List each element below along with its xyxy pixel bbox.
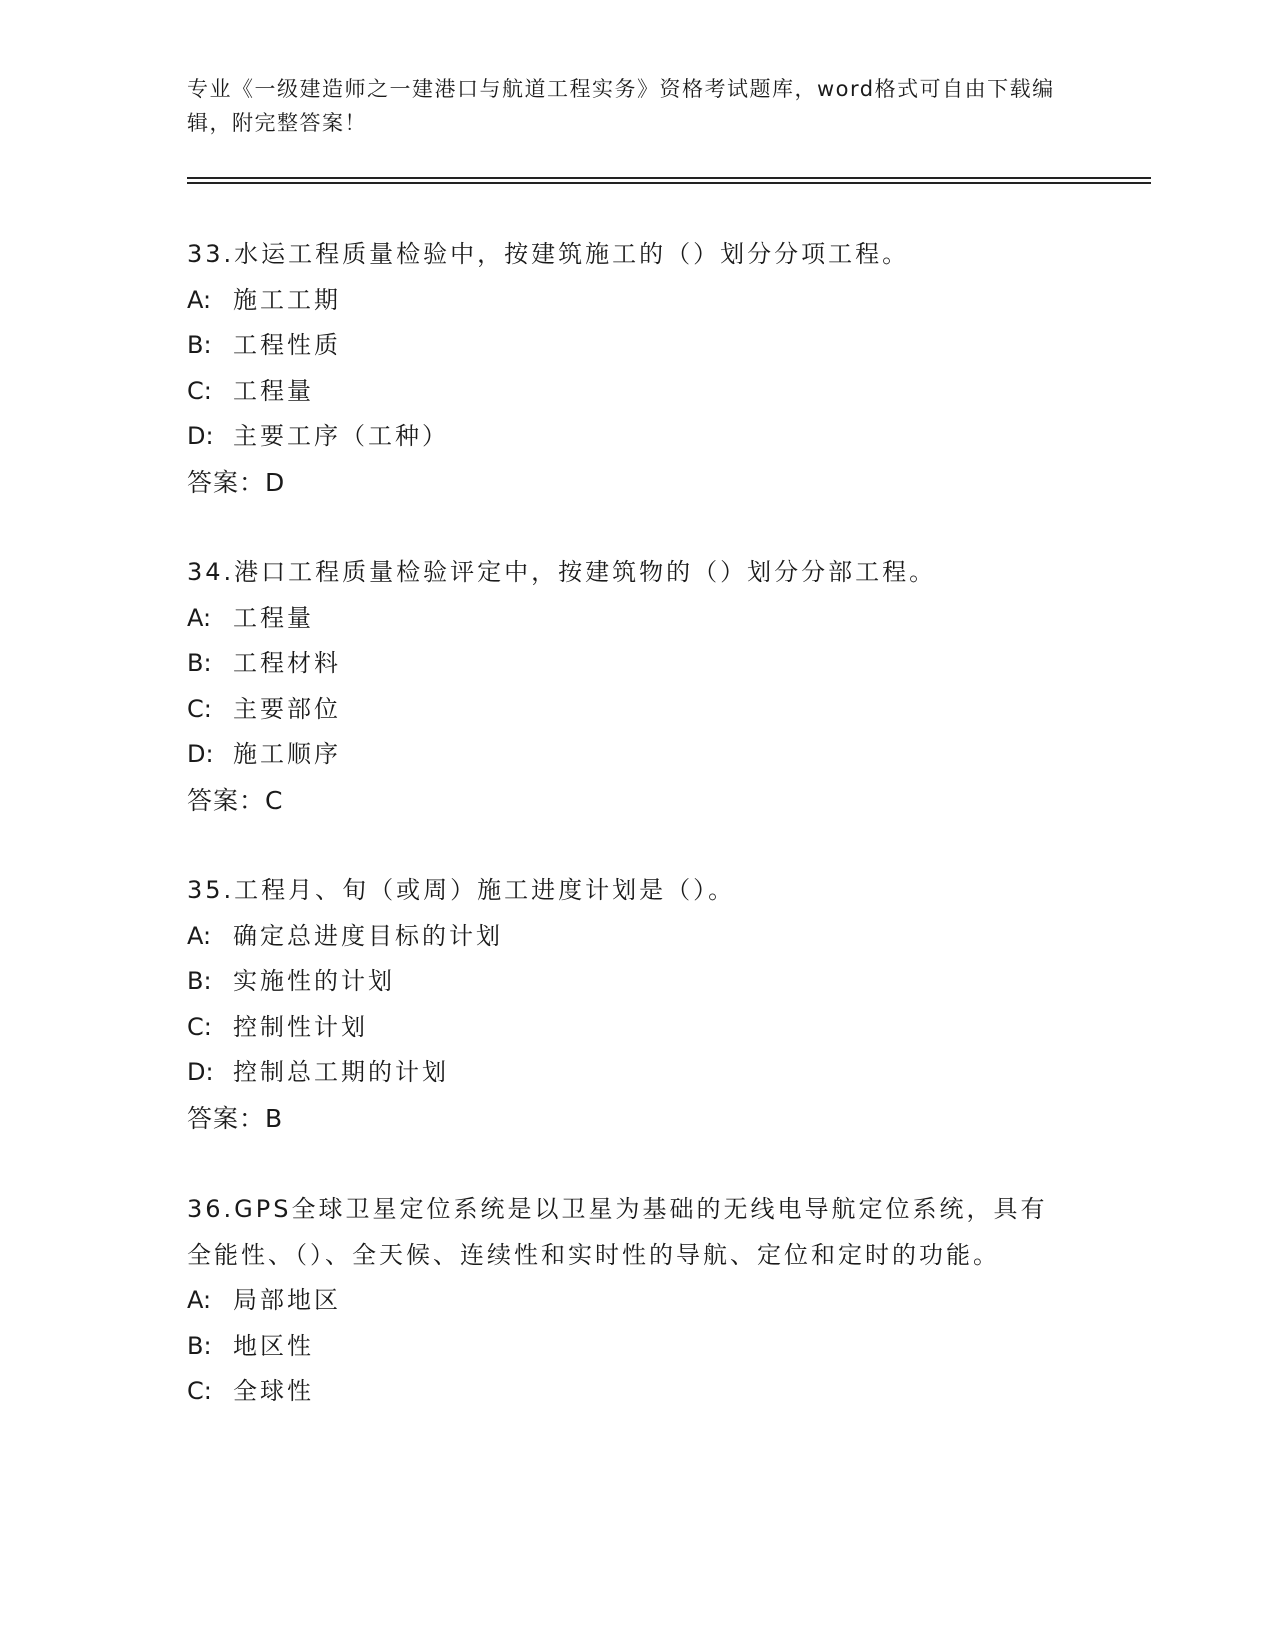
option-text: 确定总进度目标的计划: [233, 921, 503, 950]
question-block: [187, 868, 1087, 1141]
option-key: C:: [187, 694, 212, 723]
document-header: 专业《一级建造师之一建港口与航道工程实务》资格考试题库，word格式可自由下载编辑，附完整答案！: [187, 77, 1055, 135]
option-key: C:: [187, 1012, 212, 1041]
option-row: [187, 1278, 1087, 1324]
option-row: [187, 1005, 1087, 1051]
option-row: [187, 914, 1087, 960]
option-key: B:: [187, 331, 212, 359]
header-divider-bottom: [187, 182, 1151, 184]
question-stem: 35.工程月、旬（或周）施工进度计划是（）。: [187, 876, 736, 904]
option-text: 施工工期: [233, 285, 341, 314]
answer-line: 答案：C: [187, 785, 284, 815]
option-row: [187, 414, 1087, 460]
option-key: B:: [187, 967, 212, 995]
header-divider-top: [187, 177, 1151, 179]
option-text: 实施性的计划: [233, 967, 395, 995]
option-key: B:: [187, 1331, 212, 1360]
option-row: [187, 641, 1087, 687]
option-row: [187, 687, 1087, 733]
question-stem: 33.水运工程质量检验中，按建筑施工的（）划分分项工程。: [187, 240, 910, 268]
option-key: C:: [187, 1377, 212, 1405]
option-key: A:: [187, 603, 212, 632]
option-key: D:: [187, 740, 214, 768]
option-key: A:: [187, 285, 212, 314]
option-text: 工程性质: [233, 331, 341, 359]
option-text: 主要工序（工种）: [233, 422, 449, 450]
option-text: 工程量: [233, 376, 314, 405]
option-key: C:: [187, 376, 212, 405]
option-row: [187, 596, 1087, 642]
option-text: 控制总工期的计划: [233, 1058, 449, 1086]
option-key: A:: [187, 1286, 212, 1314]
question-block: [187, 550, 1087, 823]
option-text: 主要部位: [233, 694, 341, 723]
option-row: [187, 732, 1087, 778]
option-row: [187, 323, 1087, 369]
option-key: B:: [187, 649, 212, 677]
option-row: [187, 959, 1087, 1005]
question-block: [187, 232, 1087, 505]
question-stem: 36.GPS全球卫星定位系统是以卫星为基础的无线电导航定位系统，具有全能性、（）、全天候、连续性和实时性的导航、定位和定时的功能。: [187, 1195, 1048, 1269]
option-text: 工程材料: [233, 649, 341, 677]
answer-line: 答案：D: [187, 467, 286, 497]
question-stem: 34.港口工程质量检验评定中，按建筑物的（）划分分部工程。: [187, 558, 937, 586]
option-key: D:: [187, 1058, 214, 1086]
option-row: [187, 1324, 1087, 1370]
option-text: 控制性计划: [233, 1012, 368, 1041]
answer-line: 答案：B: [187, 1103, 284, 1133]
option-text: 局部地区: [233, 1286, 341, 1314]
option-text: 地区性: [233, 1331, 314, 1360]
option-text: 施工顺序: [233, 740, 341, 768]
question-block: [187, 1186, 1087, 1415]
option-text: 工程量: [233, 603, 314, 632]
option-key: D:: [187, 422, 214, 450]
option-text: 全球性: [233, 1377, 314, 1405]
option-row: [187, 1050, 1087, 1096]
option-row: [187, 369, 1087, 415]
option-row: [187, 278, 1087, 324]
option-row: [187, 1369, 1087, 1415]
option-key: A:: [187, 921, 212, 950]
